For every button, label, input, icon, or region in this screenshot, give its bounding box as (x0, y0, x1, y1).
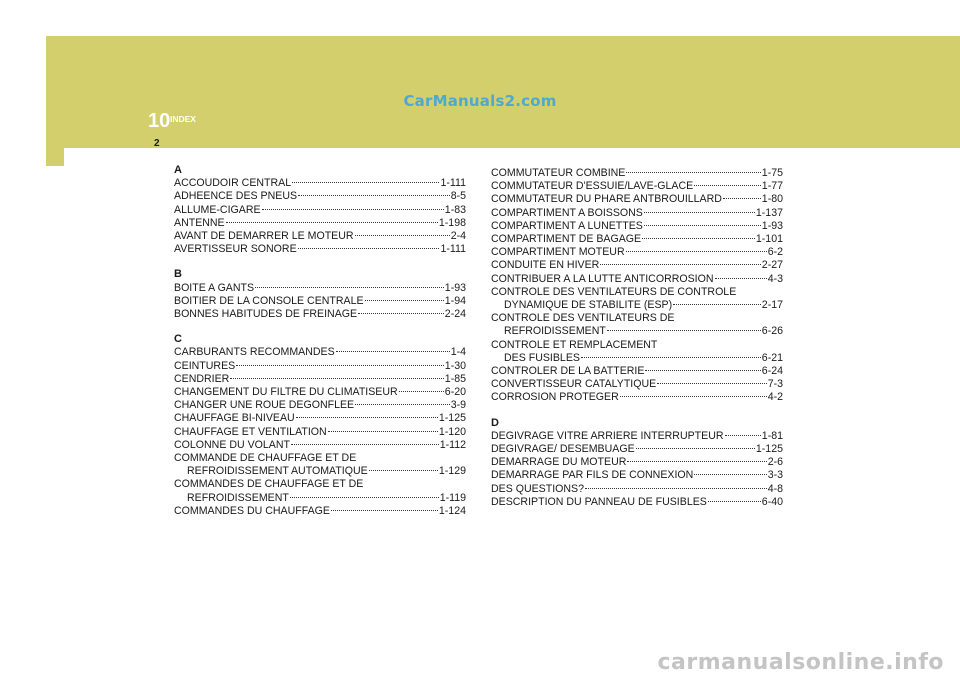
index-column-right (491, 167, 783, 521)
dot-leader (644, 225, 761, 226)
index-entry-title: AVANT DE DEMARRER LE MOTEUR (174, 230, 354, 243)
index-entry-page: 1-77 (761, 180, 783, 193)
index-entry[interactable] (174, 295, 466, 308)
index-entry-title: CHANGEMENT DU FILTRE DU CLIMATISEUR (174, 386, 398, 399)
index-entry-page: 2-27 (761, 259, 783, 272)
index-entry-page: 6-40 (761, 495, 783, 508)
index-section (174, 164, 466, 256)
dot-leader (715, 278, 767, 279)
index-section (491, 167, 783, 405)
index-entry-first-line: CONTROLE ET REMPLACEMENT (491, 338, 658, 351)
index-entry[interactable] (174, 412, 466, 425)
index-entry[interactable] (174, 243, 466, 256)
index-entry-title: COMMUTATEUR DU PHARE ANTBROUILLARD (491, 193, 722, 206)
index-entry-title: BOITIER DE LA CONSOLE CENTRALE (174, 294, 364, 307)
dot-leader (290, 497, 439, 498)
index-entry-title: DES FUSIBLES (504, 351, 580, 364)
dot-leader (644, 212, 755, 213)
dot-leader (336, 351, 450, 352)
index-entry-page: 1-124 (438, 504, 466, 517)
index-entry-page: 1-120 (438, 425, 466, 438)
page-number: 2 (154, 138, 160, 149)
dot-leader (226, 222, 438, 223)
index-entry-title: CARBURANTS RECOMMANDES (174, 346, 335, 359)
index-entry[interactable] (174, 217, 466, 230)
dot-leader (369, 470, 438, 471)
index-entry-page: 3-9 (450, 399, 466, 412)
dot-leader (673, 304, 761, 305)
index-entry[interactable] (491, 167, 783, 180)
index-entry-title: CHANGER UNE ROUE DEGONFLEE (174, 399, 355, 412)
index-entry-title: CHAUFFAGE BI-NIVEAU (174, 412, 295, 425)
index-entry[interactable] (174, 177, 466, 190)
index-entry-page: 1-129 (438, 465, 466, 478)
index-entry-page: 1-93 (761, 219, 783, 232)
index-entry-title: CONTRIBUER A LA LUTTE ANTICORROSION (491, 272, 714, 285)
index-entry[interactable] (491, 365, 783, 378)
index-entry[interactable] (174, 190, 466, 203)
index-entry-page: 1-4 (450, 346, 466, 359)
index-entry[interactable] (491, 299, 783, 312)
watermark-top-link[interactable]: CarManuals2.com (403, 92, 557, 110)
index-entry-page: 7-3 (767, 378, 783, 391)
dot-leader (292, 182, 439, 183)
index-section (174, 333, 466, 518)
index-entry-page: 2-6 (767, 456, 783, 469)
index-entry-page: 1-85 (444, 372, 466, 385)
index-entry-page: 1-125 (438, 412, 466, 425)
index-entry-title: BONNES HABITUDES DE FREINAGE (174, 308, 358, 321)
index-entry[interactable] (174, 230, 466, 243)
dot-leader (627, 461, 766, 462)
index-entry-title: CONDUITE EN HIVER (491, 259, 600, 272)
header-notch-curve (64, 148, 84, 168)
index-entry[interactable] (491, 496, 783, 509)
dot-leader (708, 501, 761, 502)
index-column-left (174, 164, 466, 530)
dot-leader (642, 238, 755, 239)
index-entry[interactable] (174, 346, 466, 359)
index-entry-title: COMMUTATEUR D'ESSUIE/LAVE-GLACE (491, 180, 694, 193)
index-entry-page: 3-3 (767, 469, 783, 482)
dot-leader (626, 251, 767, 252)
index-entry-title: REFROIDISSEMENT AUTOMATIQUE (187, 465, 368, 478)
section-letter: A (174, 164, 182, 176)
index-entry-page: 4-8 (767, 482, 783, 495)
index-entry[interactable] (491, 259, 783, 272)
index-entry[interactable] (491, 207, 783, 220)
dot-leader (296, 417, 438, 418)
index-entry-page: 1-119 (439, 491, 466, 504)
index-entry-title: REFROIDISSEMENT (187, 491, 289, 504)
index-entry-title: DEGIVRAGE VITRE ARRIERE INTERRUPTEUR (491, 429, 724, 442)
dot-leader (723, 198, 761, 199)
index-entry[interactable] (491, 443, 783, 456)
index-entry-title: COLONNE DU VOLANT (174, 438, 290, 451)
index-entry[interactable] (491, 483, 783, 496)
index-entry-page: 6-26 (761, 325, 783, 338)
index-entry-page: 2-17 (761, 299, 783, 312)
index-entry-page: 6-2 (767, 246, 783, 259)
index-entry-page: 6-24 (761, 365, 783, 378)
index-entry-title: ANTENNE (174, 216, 225, 229)
index-entry[interactable] (174, 373, 466, 386)
index-entry-first-line: COMMANDE DE CHAUFFAGE ET DE (174, 452, 357, 465)
index-entry-title: ACCOUDOIR CENTRAL (174, 177, 292, 190)
dot-leader (291, 444, 439, 445)
index-entry-page: 4-3 (767, 272, 783, 285)
index-entry-title: CONVERTISSEUR CATALYTIQUE (491, 378, 657, 391)
index-entry-page: 1-101 (755, 233, 783, 246)
index-entry-title: COMPARTIMENT A LUNETTES (491, 219, 643, 232)
index-entry[interactable] (491, 391, 783, 404)
index-entry-page: 6-21 (761, 351, 783, 364)
index-entry[interactable] (491, 325, 783, 338)
index-entry-title: COMPARTIMENT A BOISSONS (491, 206, 643, 219)
index-entry-title: COMPARTIMENT MOTEUR (491, 246, 625, 259)
index-entry-title: COMMANDES DU CHAUFFAGE (174, 504, 330, 517)
page-top-margin (0, 0, 960, 36)
dot-leader (636, 448, 755, 449)
index-entry-page: 4-2 (767, 391, 783, 404)
index-entry-title: CEINTURES (174, 359, 236, 372)
index-section (491, 417, 783, 509)
index-entry-page: 1-80 (761, 193, 783, 206)
index-entry-title: BOITE A GANTS (174, 281, 255, 294)
dot-leader (262, 209, 444, 210)
index-entry[interactable] (491, 246, 783, 259)
index-entry[interactable] (491, 378, 783, 391)
dot-leader (355, 404, 450, 405)
index-entry-title: REFROIDISSEMENT (504, 325, 606, 338)
dot-leader (298, 195, 450, 196)
dot-leader (355, 235, 450, 236)
section-letter: D (491, 416, 499, 429)
section-letter: C (174, 333, 182, 346)
dot-leader (600, 264, 760, 265)
index-entry-page: 1-75 (761, 167, 783, 179)
dot-leader (236, 365, 444, 366)
index-entry-title: CORROSION PROTEGER (491, 391, 619, 404)
index-entry-first-line: CONTROLE DES VENTILATEURS DE (491, 312, 675, 325)
dot-leader (581, 357, 761, 358)
index-entry[interactable] (174, 439, 466, 452)
index-entry[interactable] (491, 220, 783, 233)
index-entry[interactable] (491, 430, 783, 443)
index-entry-page: 1-198 (438, 216, 466, 229)
index-entry[interactable] (491, 469, 783, 482)
index-entry-page: 1-112 (439, 438, 466, 451)
index-entry-page: 2-24 (444, 308, 466, 321)
index-entry[interactable] (491, 193, 783, 206)
chapter-label: INDEX (170, 114, 196, 124)
dot-leader (255, 287, 444, 288)
index-entry-page: 1-94 (444, 294, 466, 307)
index-entry[interactable] (491, 352, 783, 365)
index-entry-page: 1-137 (755, 206, 783, 219)
index-entry-page: 1-111 (440, 243, 466, 256)
index-entry-page: 1-125 (755, 443, 783, 456)
dot-leader (620, 396, 767, 397)
index-entry-page: 8-5 (450, 190, 466, 203)
watermark-bottom-link[interactable]: carmanualsonline.info (657, 650, 944, 675)
index-entry-title: CONTROLER DE LA BATTERIE (491, 365, 645, 378)
dot-leader (328, 431, 438, 432)
index-entry[interactable] (174, 308, 466, 321)
index-entry[interactable] (491, 273, 783, 286)
chapter-number: 10 (148, 110, 171, 132)
index-entry[interactable] (174, 282, 466, 295)
index-entry[interactable] (174, 399, 466, 412)
dot-leader (657, 383, 766, 384)
dot-leader (230, 378, 443, 379)
index-entry-title: ALLUME-CIGARE (174, 203, 261, 216)
header-notch (46, 148, 64, 166)
index-entry[interactable] (174, 426, 466, 439)
index-entry-title: DEMARRAGE PAR FILS DE CONNEXION (491, 469, 694, 482)
index-entry-title: DES QUESTIONS? (491, 482, 585, 495)
index-entry-title: DYNAMIQUE DE STABILITE (ESP) (504, 299, 673, 312)
index-entry[interactable] (174, 360, 466, 373)
dot-leader (626, 172, 760, 173)
index-entry-title: DEGIVRAGE/ DESEMBUAGE (491, 443, 635, 456)
dot-leader (399, 391, 444, 392)
dot-leader (725, 435, 761, 436)
index-entry-page: 1-30 (444, 359, 466, 372)
dot-leader (607, 330, 761, 331)
dot-leader (331, 510, 438, 511)
index-entry[interactable] (174, 492, 466, 505)
index-entry-title: ADHEENCE DES PNEUS (174, 190, 298, 203)
index-section (174, 268, 466, 321)
section-letter: B (174, 268, 182, 281)
index-entry[interactable] (174, 204, 466, 217)
dot-leader (365, 300, 444, 301)
dot-leader (298, 248, 440, 249)
index-entry-page: 1-93 (444, 281, 466, 294)
index-entry[interactable] (174, 386, 466, 399)
index-entry[interactable] (491, 233, 783, 246)
dot-leader (694, 474, 766, 475)
index-entry-title: COMPARTIMENT DE BAGAGE (491, 233, 642, 246)
index-entry-page: 6-20 (444, 386, 466, 399)
index-entry[interactable] (491, 456, 783, 469)
dot-leader (358, 313, 444, 314)
dot-leader (694, 185, 761, 186)
index-entry[interactable] (174, 505, 466, 518)
index-entry-page: 1-83 (444, 203, 466, 216)
index-entry-title: DESCRIPTION DU PANNEAU DE FUSIBLES (491, 495, 707, 508)
index-entry[interactable] (174, 465, 466, 478)
index-entry-title: CENDRIER (174, 372, 230, 385)
index-entry-first-line: COMMANDES DE CHAUFFAGE ET DE (174, 478, 364, 491)
index-entry-title: COMMUTATEUR COMBINE (491, 167, 626, 179)
index-entry-first-line: CONTROLE DES VENTILATEURS DE CONTROLE (491, 285, 737, 298)
index-entry-title: DEMARRAGE DU MOTEUR (491, 456, 627, 469)
index-entry-title: CHAUFFAGE ET VENTILATION (174, 425, 327, 438)
dot-leader (645, 370, 760, 371)
index-entry-page: 1-111 (440, 177, 466, 190)
dot-leader (585, 488, 767, 489)
index-entry-title: AVERTISSEUR SONORE (174, 243, 297, 256)
index-entry[interactable] (491, 180, 783, 193)
index-entry-page: 2-4 (450, 230, 466, 243)
index-entry-page: 1-81 (761, 429, 783, 442)
